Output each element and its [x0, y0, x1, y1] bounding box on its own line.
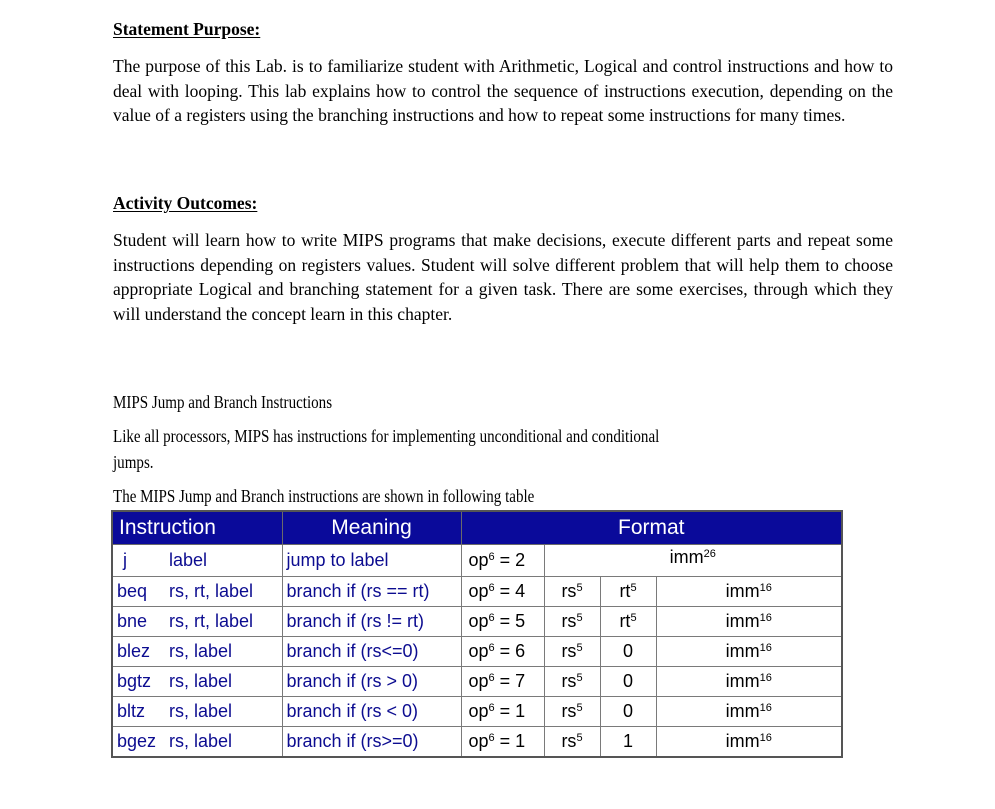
meaning-cell: branch if (rs == rt) [282, 577, 461, 607]
rt-cell: 1 [600, 727, 656, 758]
instruction-cell [112, 607, 282, 637]
rs-cell: $rs^5$ [544, 577, 600, 607]
meaning-cell: branch if (rs>=0) [282, 727, 461, 758]
header-format: Format [461, 511, 842, 545]
rs-cell: $rs^5$ [544, 727, 600, 758]
instruction-cell [112, 577, 282, 607]
opcode-cell: $op^6 = 6$ [461, 637, 544, 667]
imm-cell: imm$^{26}$ [544, 545, 842, 577]
mnemonic: bgez [117, 731, 157, 751]
operands: rs, label [169, 641, 233, 661]
mips-table-caption: The MIPS Jump and Branch instructions are shown in following table [113, 486, 535, 506]
instruction-cell [112, 697, 282, 727]
imm-cell: imm$^{16}$ [656, 577, 842, 607]
rt-cell: 0 [600, 667, 656, 697]
operands: rs, label [169, 671, 233, 691]
table-row [112, 637, 842, 667]
rs-cell: $rs^5$ [544, 667, 600, 697]
table-row [112, 727, 842, 758]
imm-cell: imm$^{16}$ [656, 637, 842, 667]
instruction-cell [112, 545, 282, 577]
rs-cell: $rs^5$ [544, 697, 600, 727]
rt-cell: 0 [600, 697, 656, 727]
mnemonic: bgtz [117, 671, 152, 691]
mips-intro-line-1: Like all processors, MIPS has instructions for implementing unconditional and conditional [113, 426, 660, 446]
imm-cell: imm$^{16}$ [656, 727, 842, 758]
opcode-cell: $op^6 = 1$ [461, 697, 544, 727]
meaning-cell: branch if (rs < 0) [282, 697, 461, 727]
rt-cell: 0 [600, 637, 656, 667]
mnemonic: beq [117, 581, 148, 601]
meaning-cell: branch if (rs > 0) [282, 667, 461, 697]
rt-cell: $rt^5$ [600, 577, 656, 607]
table-row [112, 607, 842, 637]
header-instruction: Instruction [112, 511, 282, 545]
mnemonic: blez [117, 641, 151, 661]
instruction-cell [112, 637, 282, 667]
imm-cell: imm$^{16}$ [656, 697, 842, 727]
operands: label [169, 550, 208, 570]
rs-cell: $rs^5$ [544, 637, 600, 667]
operands: rs, label [169, 731, 233, 751]
meaning-cell: jump to label [282, 545, 461, 577]
imm-cell: imm$^{16}$ [656, 607, 842, 637]
opcode-cell: $op^6 = 2$ [461, 545, 544, 577]
header-meaning: Meaning [282, 511, 461, 545]
table-header-row [112, 511, 842, 545]
table-row [112, 667, 842, 697]
instruction-cell [112, 667, 282, 697]
table-row [112, 545, 842, 577]
activity-outcomes-body: Student will learn how to write MIPS programs that make decisions, execute different parts and repeat some instructions depending on registers values. Student will solve different problem that will help them to choose appropriate Logical and branching statement for a given task. There are some exercises, through which they will understand the concept learn in this chapter. [113, 230, 893, 324]
opcode-cell: $op^6 = 1$ [461, 727, 544, 758]
activity-outcomes-heading: Activity Outcomes: [113, 193, 258, 213]
mips-section-title: MIPS Jump and Branch Instructions [113, 392, 333, 412]
mips-intro-line-2: jumps. [113, 452, 154, 472]
table-row [112, 697, 842, 727]
opcode-cell: $op^6 = 7$ [461, 667, 544, 697]
imm-cell: imm$^{16}$ [656, 667, 842, 697]
operands: rs, label [169, 701, 233, 721]
meaning-cell: branch if (rs<=0) [282, 637, 461, 667]
mnemonic: bltz [117, 701, 146, 721]
rs-cell: $rs^5$ [544, 607, 600, 637]
instruction-cell [112, 727, 282, 758]
mips-jump-branch-table [111, 510, 843, 758]
operands: rs, rt, label [169, 611, 254, 631]
meaning-cell: branch if (rs != rt) [282, 607, 461, 637]
rt-cell: $rt^5$ [600, 607, 656, 637]
statement-purpose-body: The purpose of this Lab. is to familiarize student with Arithmetic, Logical and control instructions and how to deal with looping. This lab explains how to control the sequence of instructions execution, depending on the value of a registers using the branching instructions and how to repeat some instructions for many times. [113, 56, 893, 125]
opcode-cell: $op^6 = 4$ [461, 577, 544, 607]
mnemonic: bne [117, 611, 148, 631]
table-row [112, 577, 842, 607]
statement-purpose-heading: Statement Purpose: [113, 19, 261, 39]
mnemonic: j [123, 550, 127, 570]
opcode-cell: $op^6 = 5$ [461, 607, 544, 637]
operands: rs, rt, label [169, 581, 254, 601]
